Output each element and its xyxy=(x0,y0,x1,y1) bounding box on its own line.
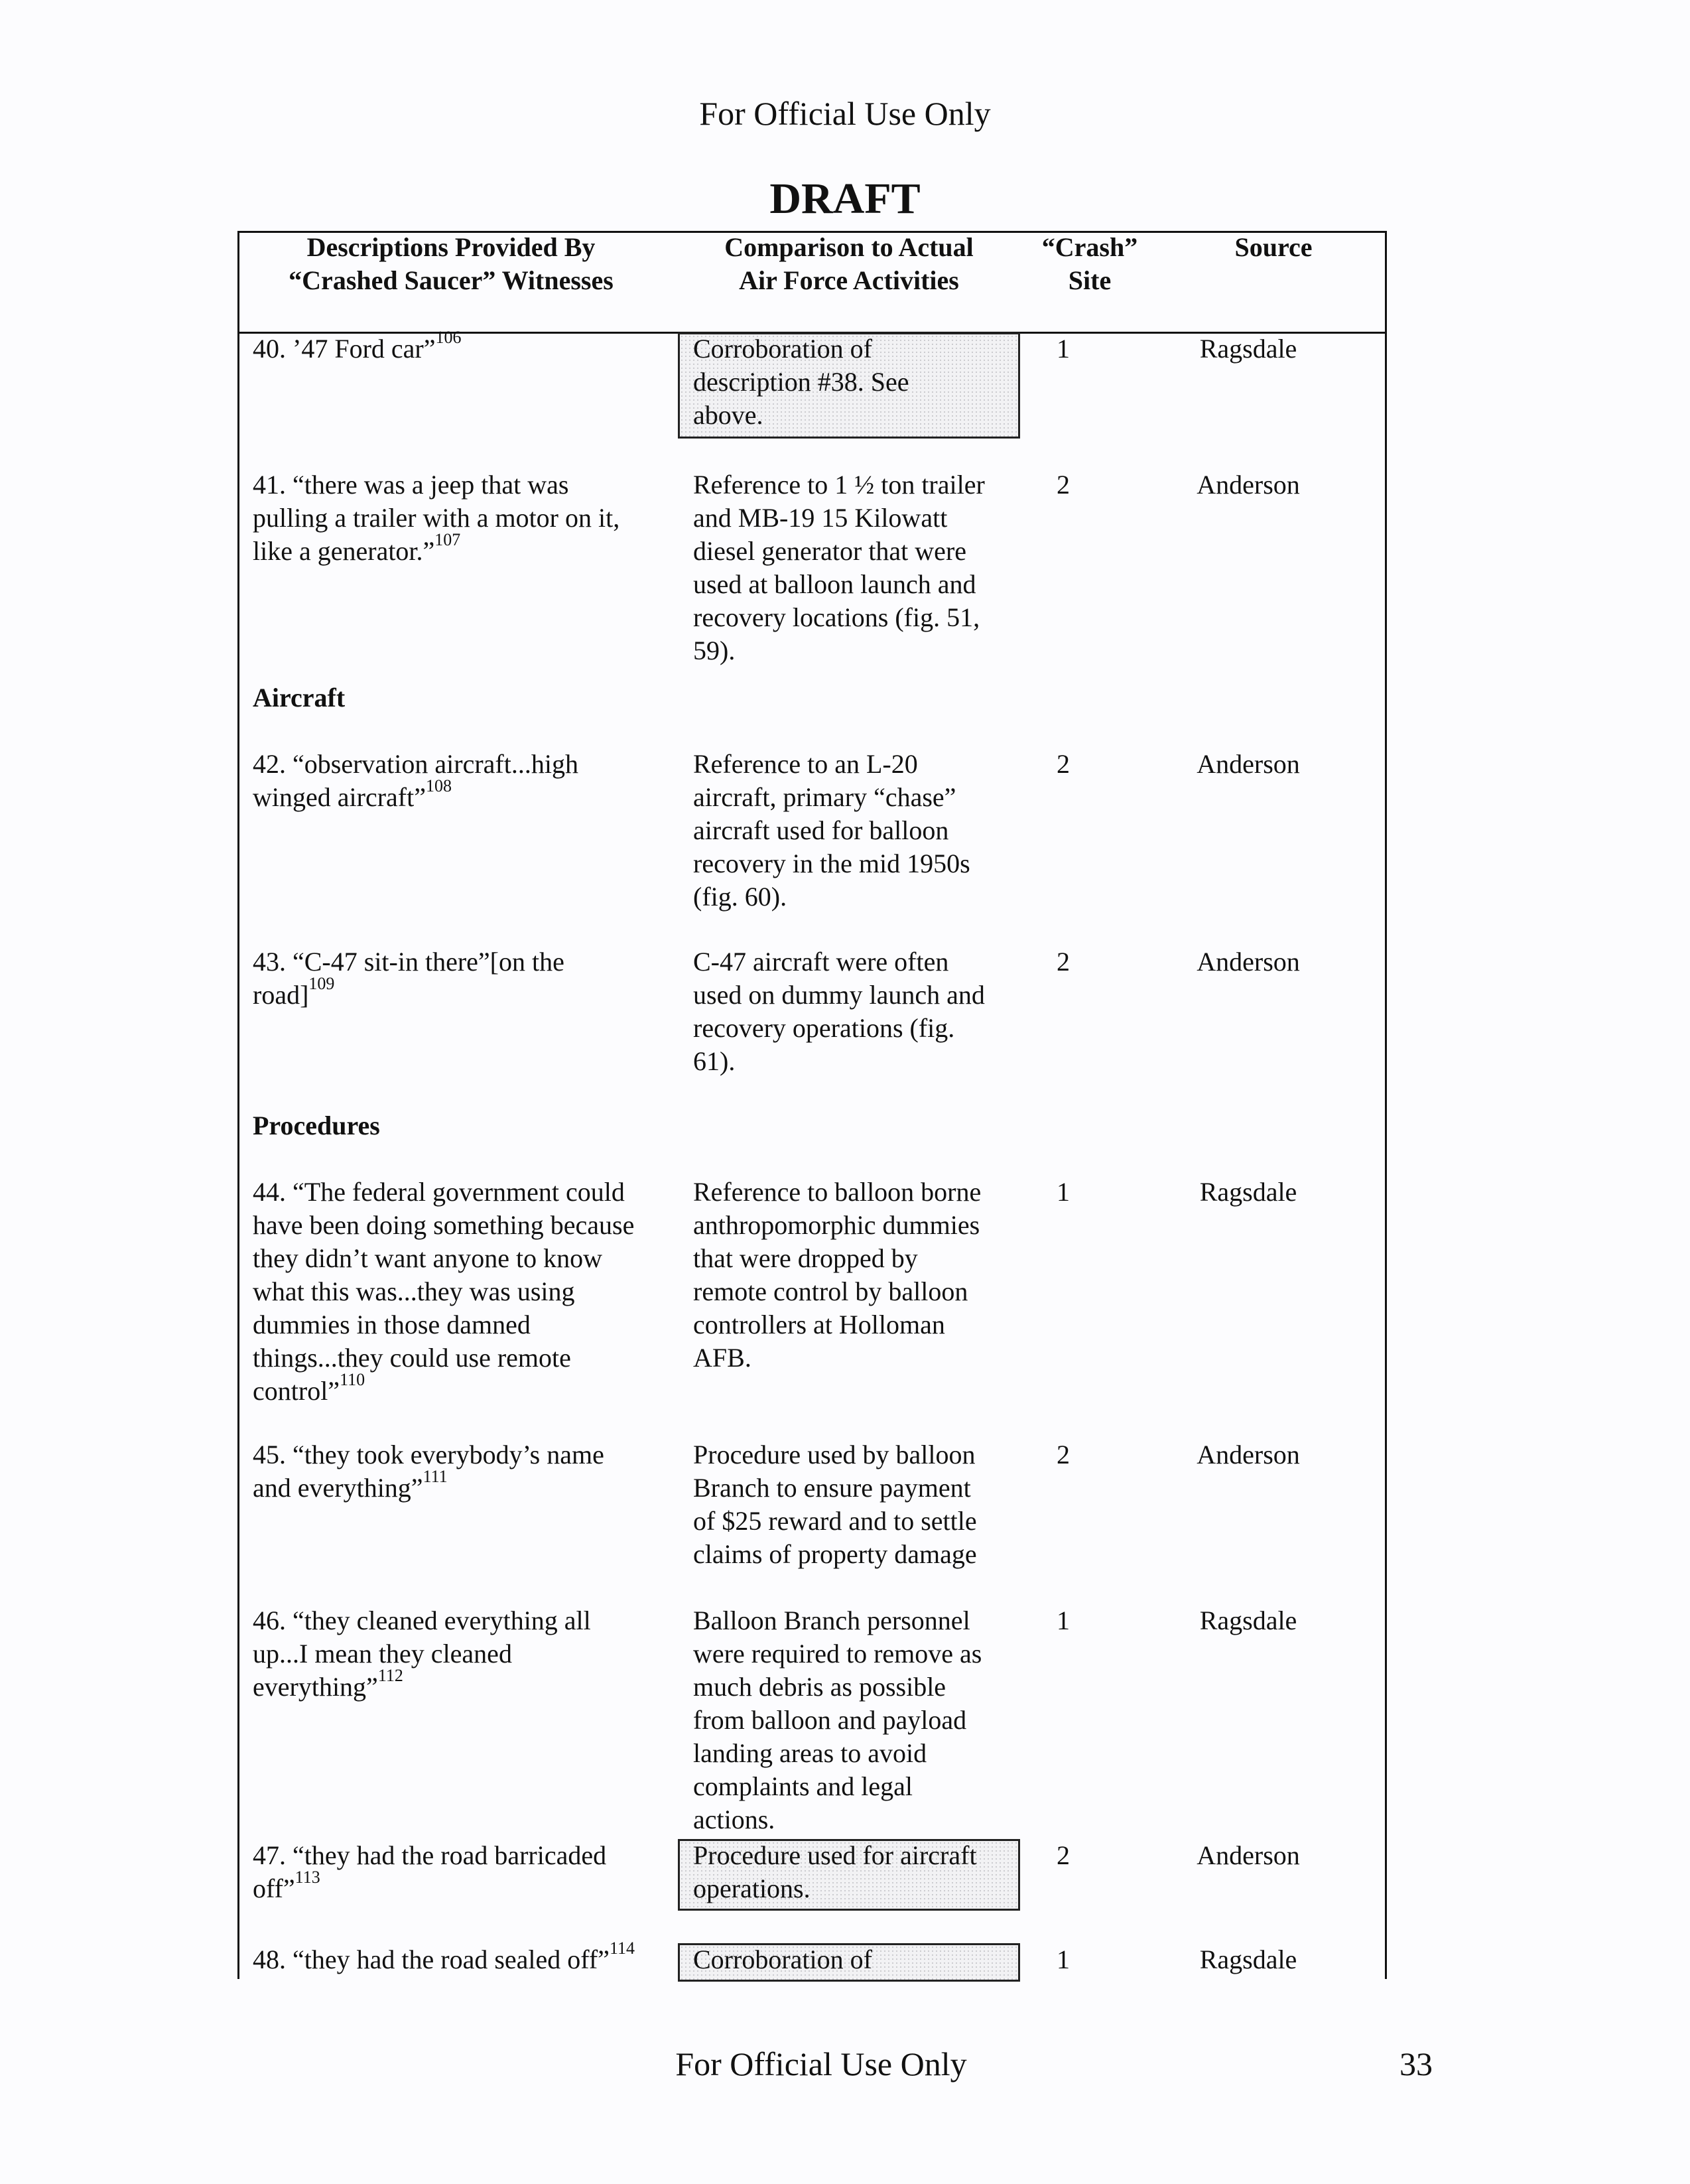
comparison-cell xyxy=(693,1943,872,1976)
description-cell xyxy=(253,945,564,1012)
description-text: 48. “they had the road sealed off” xyxy=(253,1945,610,1974)
crash-site-cell: 1 xyxy=(1057,1605,1070,1635)
section-heading: Aircraft xyxy=(253,683,346,713)
description-text: 40. ’47 Ford car” xyxy=(253,334,436,364)
description-cell xyxy=(253,748,578,814)
footnote-ref: 110 xyxy=(340,1370,365,1389)
description-line xyxy=(253,1209,634,1242)
description-cell xyxy=(253,1939,635,1976)
description-line xyxy=(253,1868,606,1905)
source-cell: Ragsdale xyxy=(1199,334,1297,364)
comparison-line: Reference to balloon borne xyxy=(693,1177,982,1207)
comparison-line: of $25 reward and to settle xyxy=(693,1506,977,1536)
crash-site-cell: 2 xyxy=(1057,470,1070,500)
description-text: 41. “there was a jeep that was xyxy=(253,470,569,500)
source-cell: Anderson xyxy=(1197,1440,1300,1469)
comparison-line: Balloon Branch personnel xyxy=(693,1605,970,1635)
comparison-line: actions. xyxy=(693,1805,775,1834)
comparison-line: complaints and legal xyxy=(693,1771,913,1801)
description-text: everything” xyxy=(253,1672,378,1702)
comparison-line: Branch to ensure payment xyxy=(693,1473,971,1503)
description-cell xyxy=(253,1438,604,1505)
description-text: 42. “observation aircraft...high xyxy=(253,749,578,779)
source-cell: Anderson xyxy=(1197,470,1300,500)
crash-site-cell: 2 xyxy=(1057,749,1070,779)
description-text: things...they could use remote xyxy=(253,1343,571,1373)
description-line xyxy=(253,530,619,568)
section-heading: Procedures xyxy=(253,1111,380,1140)
description-text: 45. “they took everybody’s name xyxy=(253,1440,604,1469)
column-header-comparison xyxy=(683,231,1015,297)
description-cell xyxy=(253,1176,634,1408)
comparison-line: were required to remove as xyxy=(693,1639,982,1669)
source-cell: Ragsdale xyxy=(1199,1945,1297,1974)
comparison-line: operations. xyxy=(693,1874,811,1903)
description-line xyxy=(253,1176,634,1209)
description-text: 44. “The federal government could xyxy=(253,1177,625,1207)
comparison-line: C-47 aircraft were often xyxy=(693,947,949,977)
footnote-ref: 112 xyxy=(377,1666,403,1685)
comparison-line: that were dropped by xyxy=(693,1243,918,1273)
comparison-line: remote control by balloon xyxy=(693,1276,968,1306)
comparison-line: claims of property damage xyxy=(693,1539,977,1569)
footnote-ref: 107 xyxy=(434,530,461,549)
footnote-ref: 114 xyxy=(609,1939,635,1958)
footnote-ref: 106 xyxy=(435,328,462,347)
column-header-line: Site xyxy=(1068,265,1112,295)
description-text: what this was...they was using xyxy=(253,1276,575,1306)
description-line xyxy=(253,1242,634,1275)
source-cell: Ragsdale xyxy=(1199,1177,1297,1207)
description-text: have been doing something because xyxy=(253,1210,635,1240)
column-header-line: “Crashed Saucer” Witnesses xyxy=(289,265,614,295)
description-text: like a generator.” xyxy=(253,536,435,566)
comparison-line: anthropomorphic dummies xyxy=(693,1210,980,1240)
description-line xyxy=(253,1666,591,1704)
footnote-ref: 111 xyxy=(422,1467,448,1486)
comparison-cell xyxy=(693,748,970,914)
description-text: they didn’t want anyone to know xyxy=(253,1243,602,1273)
comparison-cell xyxy=(693,1438,977,1571)
comparison-line: (fig. 60). xyxy=(693,882,787,912)
comparison-line: Corroboration of xyxy=(693,1945,872,1974)
footnote-ref: 108 xyxy=(425,776,452,795)
comparison-line: recovery operations (fig. xyxy=(693,1013,955,1043)
comparison-line: AFB. xyxy=(693,1343,751,1373)
description-text: and everything” xyxy=(253,1473,423,1503)
comparison-line: recovery locations (fig. 51, xyxy=(693,602,980,632)
comparison-line: and MB-19 15 Kilowatt xyxy=(693,503,948,533)
comparison-line: used at balloon launch and xyxy=(693,569,976,599)
crash-site-cell: 1 xyxy=(1057,1945,1070,1974)
column-header-line: Comparison to Actual xyxy=(724,232,974,262)
description-line xyxy=(253,945,564,979)
comparison-line: controllers at Holloman xyxy=(693,1310,945,1339)
description-line xyxy=(253,1637,591,1671)
comparison-cell xyxy=(693,468,985,667)
comparison-line: diesel generator that were xyxy=(693,536,967,566)
crash-site-cell: 2 xyxy=(1057,947,1070,977)
description-cell xyxy=(253,1604,591,1704)
column-header-descriptions xyxy=(265,231,637,297)
comparison-line: aircraft, primary “chase” xyxy=(693,782,956,812)
comparison-cell xyxy=(693,945,985,1078)
comparison-line: Procedure used for aircraft xyxy=(693,1840,977,1870)
description-text: 43. “C-47 sit-in there”[on the xyxy=(253,947,564,977)
classification-footer: For Official Use Only xyxy=(675,2045,967,2082)
description-cell xyxy=(253,328,462,366)
description-cell xyxy=(253,468,619,568)
comparison-cell xyxy=(693,1839,977,1905)
column-header-crash-site xyxy=(1017,231,1163,297)
comparison-line: above. xyxy=(693,400,763,430)
description-text: control” xyxy=(253,1376,340,1406)
column-header-line: Air Force Activities xyxy=(739,265,959,295)
crash-site-cell: 2 xyxy=(1057,1840,1070,1870)
description-text: 46. “they cleaned everything all xyxy=(253,1605,591,1635)
description-line xyxy=(253,1341,634,1375)
footnote-ref: 113 xyxy=(294,1868,320,1887)
column-header-line: Source xyxy=(1234,232,1313,262)
comparison-cell xyxy=(693,1604,982,1836)
draft-label: DRAFT xyxy=(769,174,921,223)
source-cell: Ragsdale xyxy=(1199,1605,1297,1635)
description-line xyxy=(253,1939,635,1976)
crash-site-cell: 2 xyxy=(1057,1440,1070,1469)
classification-header: For Official Use Only xyxy=(699,95,991,132)
comparison-line: 59). xyxy=(693,636,736,665)
column-header-source xyxy=(1201,231,1346,264)
description-line xyxy=(253,1604,591,1637)
comparison-line: Corroboration of xyxy=(693,334,872,364)
comparison-line: Reference to an L-20 xyxy=(693,749,918,779)
comparison-line: much debris as possible xyxy=(693,1672,946,1702)
description-text: dummies in those damned xyxy=(253,1310,531,1339)
comparison-line: 61). xyxy=(693,1046,736,1076)
crash-site-cell: 1 xyxy=(1057,334,1070,364)
comparison-line: Reference to 1 ½ ton trailer xyxy=(693,470,985,500)
description-text: 47. “they had the road barricaded xyxy=(253,1840,607,1870)
description-line xyxy=(253,776,578,814)
source-cell: Anderson xyxy=(1197,749,1300,779)
comparison-line: landing areas to avoid xyxy=(693,1738,927,1768)
description-line xyxy=(253,1467,604,1505)
comparison-line: aircraft used for balloon xyxy=(693,815,949,845)
description-line xyxy=(253,328,462,366)
description-line xyxy=(253,974,564,1012)
description-text: pulling a trailer with a motor on it, xyxy=(253,503,620,533)
footnote-ref: 109 xyxy=(308,974,335,993)
page-number: 33 xyxy=(1399,2045,1433,2082)
description-text: off” xyxy=(253,1874,295,1903)
description-line xyxy=(253,1370,634,1408)
comparison-line: from balloon and payload xyxy=(693,1705,967,1735)
description-text: road] xyxy=(253,980,309,1010)
comparison-cell xyxy=(693,1176,981,1375)
comparison-line: Procedure used by balloon xyxy=(693,1440,976,1469)
description-line xyxy=(253,748,578,781)
description-line xyxy=(253,1308,634,1341)
source-cell: Anderson xyxy=(1197,1840,1300,1870)
description-line xyxy=(253,468,619,502)
description-text: winged aircraft” xyxy=(253,782,426,812)
description-line xyxy=(253,1275,634,1308)
description-cell xyxy=(253,1839,606,1905)
crash-site-cell: 1 xyxy=(1057,1177,1070,1207)
comparison-cell xyxy=(693,332,909,432)
column-header-line: “Crash” xyxy=(1041,232,1138,262)
source-cell: Anderson xyxy=(1197,947,1300,977)
description-text: up...I mean they cleaned xyxy=(253,1639,512,1669)
comparison-line: recovery in the mid 1950s xyxy=(693,849,970,878)
comparison-line: description #38. See xyxy=(693,367,909,397)
comparison-line: used on dummy launch and xyxy=(693,980,985,1010)
column-header-line: Descriptions Provided By xyxy=(306,232,596,262)
